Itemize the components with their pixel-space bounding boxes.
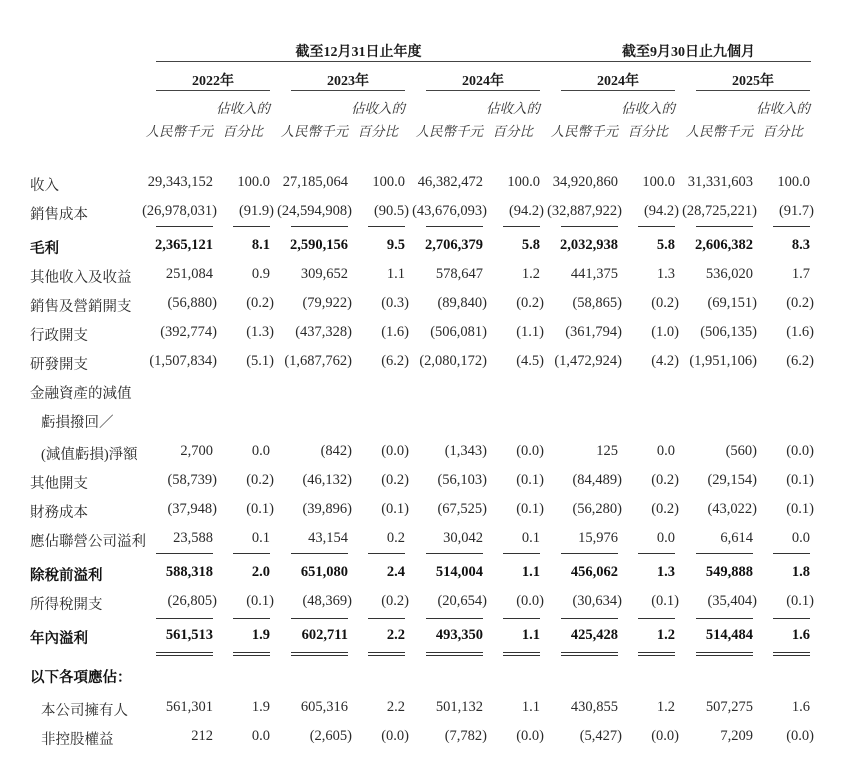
cell-amount: (48,369)	[302, 593, 352, 609]
subtotal-underline	[291, 226, 348, 227]
cell-percent: (0.2)	[381, 472, 409, 488]
cell-percent: (4.2)	[651, 353, 679, 369]
cell-amount: 2,606,382	[695, 237, 753, 253]
cell-percent: 5.8	[656, 237, 675, 253]
subtotal-underline	[561, 618, 618, 619]
subtotal-underline	[233, 226, 270, 227]
row-label: 其他收入及收益	[30, 270, 132, 286]
subtotal-underline	[503, 553, 540, 554]
cell-percent: (0.2)	[516, 295, 544, 311]
double-underline	[773, 652, 810, 656]
cell-amount: 309,652	[300, 266, 348, 282]
year-rule	[156, 90, 270, 91]
subtotal-underline	[503, 226, 540, 227]
cell-percent: (5.1)	[246, 353, 274, 369]
cell-amount: (1,507,834)	[149, 353, 217, 369]
subheader-amount-unit: 人民幣千元	[280, 124, 348, 139]
cell-percent: 100.0	[642, 174, 675, 190]
row-label: 所得稅開支	[30, 597, 103, 613]
row-label: 其他開支	[30, 476, 88, 492]
cell-percent: 2.2	[386, 627, 405, 643]
subtotal-underline	[156, 553, 213, 554]
period-title-nine-months: 截至9月30日止九個月	[622, 45, 755, 60]
cell-percent: 0.1	[521, 530, 540, 546]
cell-percent: (0.2)	[246, 295, 274, 311]
cell-amount: (37,948)	[167, 501, 217, 517]
cell-percent: (0.2)	[651, 472, 679, 488]
cell-percent: (0.2)	[651, 295, 679, 311]
subheader-percent-line2: 百分比	[222, 124, 263, 139]
subtotal-underline	[156, 618, 213, 619]
subtotal-underline	[368, 618, 405, 619]
cell-percent: (1.0)	[651, 324, 679, 340]
cell-amount: (24,594,908)	[277, 203, 352, 219]
cell-percent: (94.2)	[508, 203, 544, 219]
cell-percent: (6.2)	[381, 353, 409, 369]
cell-amount: (58,739)	[167, 472, 217, 488]
cell-percent: 1.3	[656, 266, 675, 282]
cell-amount: (32,887,922)	[547, 203, 622, 219]
cell-percent: 0.1	[251, 530, 270, 546]
cell-percent: 0.2	[386, 530, 405, 546]
subtotal-underline	[638, 553, 675, 554]
cell-amount: (7,782)	[444, 728, 487, 744]
row-label: 銷售及營銷開支	[30, 299, 132, 315]
cell-percent: 5.8	[521, 237, 540, 253]
subtotal-underline	[368, 226, 405, 227]
subheader-percent-line1: 佔收入的	[756, 101, 810, 116]
cell-amount: 31,331,603	[687, 174, 753, 190]
year-header-2025-9m: 2025年	[732, 74, 774, 89]
cell-percent: 1.9	[251, 699, 270, 715]
double-underline	[368, 652, 405, 656]
cell-percent: (0.1)	[246, 593, 274, 609]
cell-amount: 561,301	[165, 699, 213, 715]
cell-percent: 1.9	[251, 627, 270, 643]
subheader-amount-unit: 人民幣千元	[550, 124, 618, 139]
cell-percent: 1.2	[656, 627, 675, 643]
cell-amount: (2,605)	[309, 728, 352, 744]
cell-percent: (0.0)	[516, 593, 544, 609]
subtotal-underline	[426, 226, 483, 227]
cell-percent: (91.7)	[778, 203, 814, 219]
cell-percent: 1.7	[791, 266, 810, 282]
subtotal-underline	[773, 553, 810, 554]
period-rule-nine-months	[561, 61, 811, 62]
subheader-percent-line2: 百分比	[627, 124, 668, 139]
cell-amount: 561,513	[165, 627, 213, 643]
subheader-percent-line1: 佔收入的	[621, 101, 675, 116]
subtotal-underline	[233, 618, 270, 619]
cell-percent: (0.1)	[786, 501, 814, 517]
cell-percent: 0.0	[656, 530, 675, 546]
cell-percent: (1.6)	[381, 324, 409, 340]
cell-percent: (0.1)	[786, 593, 814, 609]
row-label: 行政開支	[30, 328, 88, 344]
year-header-2024: 2024年	[462, 74, 504, 89]
cell-amount: 514,484	[705, 627, 753, 643]
row-label: 收入	[30, 178, 59, 194]
double-underline	[638, 652, 675, 656]
row-label: 年內溢利	[30, 631, 88, 647]
period-rule-fiscal	[156, 61, 561, 62]
cell-amount: (361,794)	[565, 324, 622, 340]
cell-amount: 578,647	[435, 266, 483, 282]
row-label: 本公司擁有人	[41, 703, 128, 719]
year-header-2024-9m: 2024年	[597, 74, 639, 89]
period-title-fiscal-year: 截至12月31日止年度	[295, 45, 422, 60]
cell-percent: (0.0)	[381, 728, 409, 744]
row-label: 以下各項應佔：	[30, 670, 132, 686]
cell-percent: 100.0	[777, 174, 810, 190]
cell-amount: 536,020	[705, 266, 753, 282]
subheader-percent-line2: 百分比	[492, 124, 533, 139]
cell-percent: (0.1)	[246, 501, 274, 517]
double-underline	[426, 652, 483, 656]
cell-amount: 2,706,379	[425, 237, 483, 253]
cell-amount: 605,316	[300, 699, 348, 715]
cell-amount: (30,634)	[572, 593, 622, 609]
cell-percent: 1.1	[386, 266, 405, 282]
cell-percent: 1.6	[791, 699, 810, 715]
double-underline	[291, 652, 348, 656]
cell-amount: 7,209	[720, 728, 753, 744]
double-underline	[233, 652, 270, 656]
subheader-amount-unit: 人民幣千元	[415, 124, 483, 139]
cell-amount: (43,022)	[707, 501, 757, 517]
cell-amount: (437,328)	[295, 324, 352, 340]
cell-percent: (0.1)	[786, 472, 814, 488]
cell-percent: (1.3)	[246, 324, 274, 340]
subtotal-underline	[426, 553, 483, 554]
cell-percent: 1.1	[521, 627, 540, 643]
cell-amount: 507,275	[705, 699, 753, 715]
cell-percent: (94.2)	[643, 203, 679, 219]
cell-amount: 6,614	[720, 530, 753, 546]
cell-amount: 2,590,156	[290, 237, 348, 253]
double-underline	[696, 652, 753, 656]
subtotal-underline	[561, 226, 618, 227]
cell-amount: (56,103)	[437, 472, 487, 488]
cell-percent: (0.0)	[381, 443, 409, 459]
row-label: 應佔聯營公司溢利	[30, 534, 146, 550]
cell-percent: (0.2)	[786, 295, 814, 311]
subheader-percent-line2: 百分比	[762, 124, 803, 139]
cell-percent: (4.5)	[516, 353, 544, 369]
double-underline	[561, 652, 618, 656]
cell-percent: (0.2)	[651, 501, 679, 517]
cell-percent: 100.0	[507, 174, 540, 190]
subtotal-underline	[773, 226, 810, 227]
cell-amount: (5,427)	[579, 728, 622, 744]
subtotal-underline	[696, 226, 753, 227]
cell-percent: (91.9)	[238, 203, 274, 219]
cell-amount: 125	[596, 443, 618, 459]
cell-percent: 1.8	[791, 564, 810, 580]
cell-amount: 441,375	[570, 266, 618, 282]
cell-amount: (2,080,172)	[419, 353, 487, 369]
cell-percent: 0.0	[656, 443, 675, 459]
cell-percent: 1.2	[521, 266, 540, 282]
cell-percent: 2.0	[251, 564, 270, 580]
cell-amount: 425,428	[570, 627, 618, 643]
subheader-percent-line2: 百分比	[357, 124, 398, 139]
year-rule	[291, 90, 405, 91]
cell-percent: (0.0)	[786, 443, 814, 459]
cell-percent: (0.0)	[516, 728, 544, 744]
cell-amount: 212	[191, 728, 213, 744]
year-header-2023: 2023年	[327, 74, 369, 89]
cell-percent: 0.0	[251, 443, 270, 459]
cell-amount: 29,343,152	[147, 174, 213, 190]
cell-percent: 0.9	[251, 266, 270, 282]
cell-amount: 27,185,064	[282, 174, 348, 190]
cell-percent: (0.3)	[381, 295, 409, 311]
subtotal-underline	[638, 618, 675, 619]
cell-amount: 15,976	[578, 530, 618, 546]
cell-percent: 1.2	[656, 699, 675, 715]
cell-amount: (26,805)	[167, 593, 217, 609]
cell-amount: 501,132	[435, 699, 483, 715]
subheader-amount-unit: 人民幣千元	[685, 124, 753, 139]
cell-percent: (0.2)	[246, 472, 274, 488]
cell-amount: 30,042	[443, 530, 483, 546]
row-label: 財務成本	[30, 505, 88, 521]
cell-amount: (56,880)	[167, 295, 217, 311]
year-header-2022: 2022年	[192, 74, 234, 89]
cell-percent: (1.1)	[516, 324, 544, 340]
subtotal-underline	[156, 226, 213, 227]
cell-percent: 1.1	[521, 564, 540, 580]
cell-amount: 251,084	[165, 266, 213, 282]
year-rule	[426, 90, 540, 91]
cell-amount: 2,700	[180, 443, 213, 459]
cell-percent: (0.0)	[516, 443, 544, 459]
cell-amount: (20,654)	[437, 593, 487, 609]
cell-percent: (0.0)	[651, 728, 679, 744]
subtotal-underline	[368, 553, 405, 554]
subtotal-underline	[696, 618, 753, 619]
cell-amount: 2,365,121	[155, 237, 213, 253]
cell-percent: (0.1)	[651, 593, 679, 609]
cell-amount: (1,951,106)	[689, 353, 757, 369]
cell-amount: (26,978,031)	[142, 203, 217, 219]
row-label: 毛利	[30, 241, 59, 257]
cell-amount: (43,676,093)	[412, 203, 487, 219]
cell-amount: (29,154)	[707, 472, 757, 488]
cell-amount: (79,922)	[302, 295, 352, 311]
cell-amount: 602,711	[301, 627, 348, 643]
row-label: 金融資產的減值	[30, 386, 132, 402]
cell-amount: (35,404)	[707, 593, 757, 609]
double-underline	[156, 652, 213, 656]
cell-percent: 0.0	[791, 530, 810, 546]
cell-amount: (84,489)	[572, 472, 622, 488]
row-label: 非控股權益	[41, 732, 114, 748]
cell-percent: 1.3	[656, 564, 675, 580]
cell-percent: 9.5	[386, 237, 405, 253]
cell-amount: (1,687,762)	[284, 353, 352, 369]
cell-amount: (1,472,924)	[554, 353, 622, 369]
cell-amount: 651,080	[300, 564, 348, 580]
cell-amount: (842)	[320, 443, 352, 459]
subheader-percent-line1: 佔收入的	[216, 101, 270, 116]
cell-amount: (392,774)	[160, 324, 217, 340]
subtotal-underline	[561, 553, 618, 554]
cell-amount: 43,154	[308, 530, 348, 546]
subtotal-underline	[638, 226, 675, 227]
cell-amount: 46,382,472	[417, 174, 483, 190]
cell-amount: (560)	[725, 443, 757, 459]
cell-amount: 493,350	[435, 627, 483, 643]
cell-percent: (0.0)	[786, 728, 814, 744]
subheader-amount-unit: 人民幣千元	[145, 124, 213, 139]
double-underline	[503, 652, 540, 656]
subtotal-underline	[503, 618, 540, 619]
cell-percent: 0.0	[251, 728, 270, 744]
subtotal-underline	[426, 618, 483, 619]
cell-amount: (506,135)	[700, 324, 757, 340]
year-rule	[696, 90, 810, 91]
subtotal-underline	[233, 553, 270, 554]
cell-percent: (0.1)	[381, 501, 409, 517]
row-label: 研發開支	[30, 357, 88, 373]
cell-percent: 8.3	[791, 237, 810, 253]
cell-percent: (1.6)	[786, 324, 814, 340]
cell-percent: 8.1	[251, 237, 270, 253]
cell-amount: (56,280)	[572, 501, 622, 517]
cell-percent: 2.2	[386, 699, 405, 715]
cell-percent: 2.4	[386, 564, 405, 580]
row-label: 銷售成本	[30, 207, 88, 223]
cell-amount: 456,062	[570, 564, 618, 580]
cell-amount: (506,081)	[430, 324, 487, 340]
cell-amount: 430,855	[570, 699, 618, 715]
subheader-percent-line1: 佔收入的	[486, 101, 540, 116]
subtotal-underline	[773, 618, 810, 619]
subtotal-underline	[291, 553, 348, 554]
subheader-percent-line1: 佔收入的	[351, 101, 405, 116]
cell-amount: (89,840)	[437, 295, 487, 311]
cell-percent: 1.1	[521, 699, 540, 715]
row-label: (減值虧損)淨額	[41, 447, 138, 463]
year-rule	[561, 90, 675, 91]
cell-percent: (90.5)	[373, 203, 409, 219]
cell-amount: (39,896)	[302, 501, 352, 517]
cell-percent: (0.1)	[516, 472, 544, 488]
cell-amount: (67,525)	[437, 501, 487, 517]
cell-amount: (69,151)	[707, 295, 757, 311]
cell-amount: (58,865)	[572, 295, 622, 311]
cell-amount: 549,888	[705, 564, 753, 580]
cell-amount: 514,004	[435, 564, 483, 580]
cell-amount: 2,032,938	[560, 237, 618, 253]
row-label: 虧損撥回／	[41, 415, 114, 431]
cell-percent: (6.2)	[786, 353, 814, 369]
cell-percent: (0.1)	[516, 501, 544, 517]
row-label: 除稅前溢利	[30, 568, 103, 584]
cell-amount: 23,588	[173, 530, 213, 546]
cell-amount: 588,318	[165, 564, 213, 580]
cell-percent: (0.2)	[381, 593, 409, 609]
subtotal-underline	[291, 618, 348, 619]
cell-amount: (46,132)	[302, 472, 352, 488]
cell-amount: (1,343)	[444, 443, 487, 459]
cell-amount: 34,920,860	[552, 174, 618, 190]
cell-percent: 100.0	[237, 174, 270, 190]
subtotal-underline	[696, 553, 753, 554]
cell-amount: (28,725,221)	[682, 203, 757, 219]
cell-percent: 100.0	[372, 174, 405, 190]
cell-percent: 1.6	[791, 627, 810, 643]
